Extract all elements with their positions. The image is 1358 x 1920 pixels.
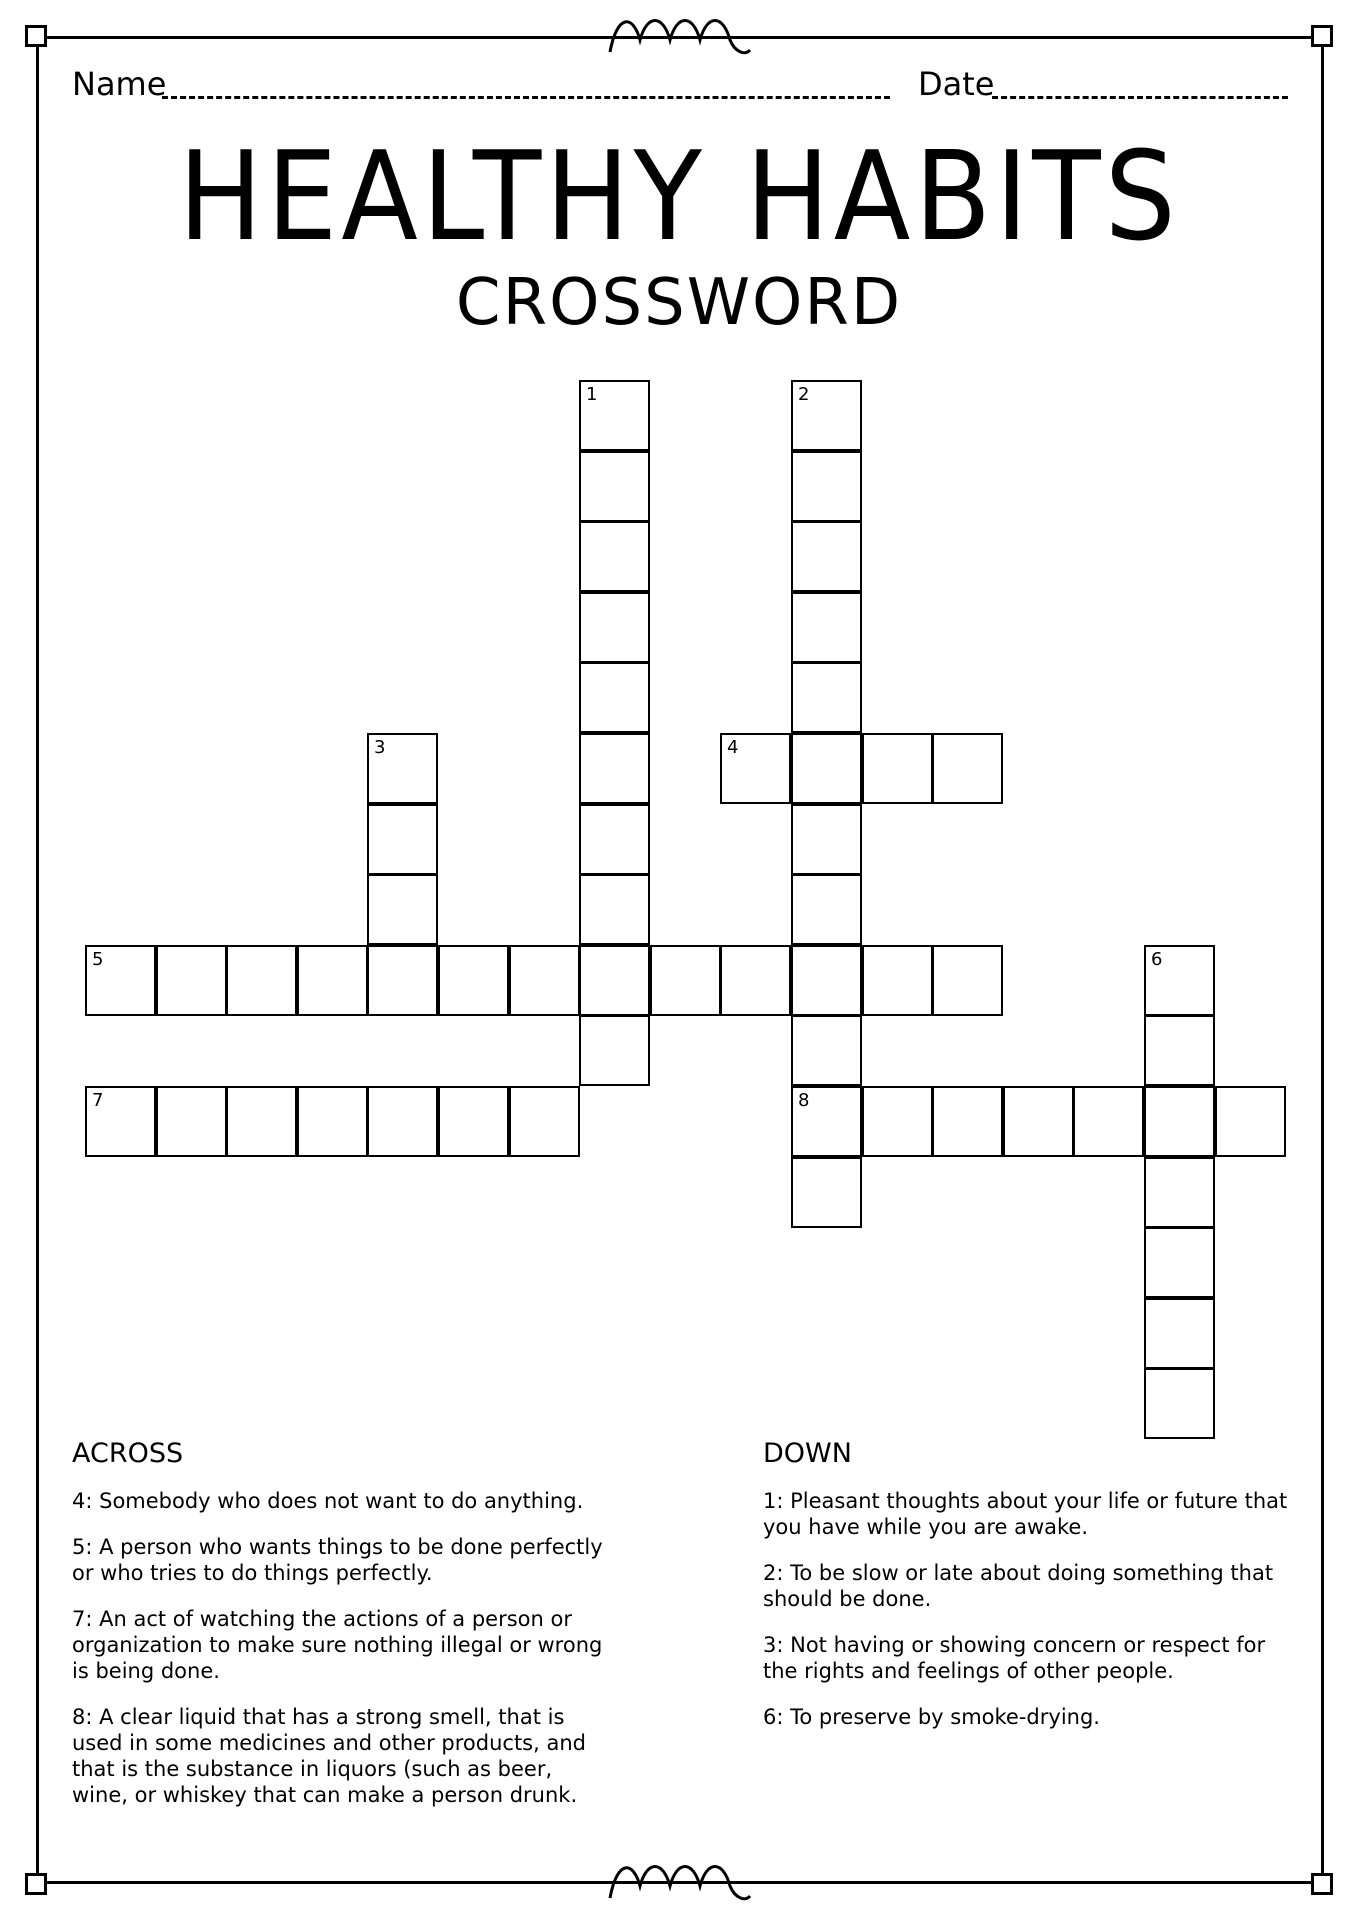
crossword-cell[interactable] [791, 874, 862, 945]
name-label: Name [72, 65, 167, 103]
crossword-cell[interactable] [579, 521, 650, 592]
clue-number: 6 [1151, 949, 1163, 970]
across-heading: ACROSS [72, 1438, 184, 1469]
crossword-cell[interactable] [579, 592, 650, 663]
crossword-cell[interactable] [791, 662, 862, 733]
crossword-cell[interactable] [509, 945, 580, 1016]
crossword-cell[interactable] [1144, 1157, 1215, 1228]
down-clues [763, 1488, 1293, 1750]
down-clue: 3: Not having or showing concern or respect for the rights and feelings of other people. [763, 1633, 1266, 1683]
crossword-cell[interactable] [791, 592, 862, 663]
down-heading: DOWN [763, 1438, 852, 1469]
crossword-cell[interactable] [1073, 1086, 1144, 1157]
crossword-cell[interactable] [579, 380, 650, 451]
crossword-cell[interactable] [862, 1086, 933, 1157]
across-clues [72, 1488, 612, 1828]
across-clue: 7: An act of watching the actions of a person or organization to make sure nothing illegal or wrong is being done. [72, 1607, 603, 1683]
crossword-cell[interactable] [85, 945, 156, 1016]
crossword-cell[interactable] [720, 945, 791, 1016]
crossword-cell[interactable] [1144, 1298, 1215, 1369]
crossword-cell[interactable] [791, 733, 862, 804]
crossword-cell[interactable] [1215, 1086, 1286, 1157]
clue-number: 2 [798, 384, 810, 405]
crossword-cell[interactable] [1003, 1086, 1074, 1157]
crossword-cell[interactable] [367, 1086, 438, 1157]
crossword-cell[interactable] [297, 1086, 368, 1157]
crossword-cell[interactable] [579, 662, 650, 733]
clue-number: 3 [374, 737, 386, 758]
crossword-cell[interactable] [932, 1086, 1003, 1157]
crossword-cell[interactable] [367, 874, 438, 945]
date-label: Date [918, 65, 995, 103]
crossword-cell[interactable] [791, 1157, 862, 1228]
across-clue: 4: Somebody who does not want to do anything. [72, 1489, 584, 1513]
crossword-cell[interactable] [297, 945, 368, 1016]
crossword-cell[interactable] [932, 733, 1003, 804]
crossword-cell[interactable] [226, 945, 297, 1016]
down-clue: 2: To be slow or late about doing something that should be done. [763, 1561, 1274, 1611]
clue-number: 8 [798, 1090, 810, 1111]
crossword-cell[interactable] [791, 1015, 862, 1086]
down-clue: 1: Pleasant thoughts about your life or future that you have while you are awake. [763, 1489, 1288, 1539]
crossword-cell[interactable] [579, 733, 650, 804]
crossword-cell[interactable] [650, 945, 721, 1016]
crossword-cell[interactable] [862, 733, 933, 804]
clue-number: 7 [92, 1090, 104, 1111]
crossword-cell[interactable] [156, 1086, 227, 1157]
crossword-cell[interactable] [579, 945, 650, 1016]
across-clue: 8: A clear liquid that has a strong smell, that is used in some medicines and other products, and that is the substance in liquors (such as beer, wine, or whiskey that can make a person drunk. [72, 1705, 586, 1807]
crossword-cell[interactable] [1144, 1227, 1215, 1298]
clue-number: 1 [586, 384, 598, 405]
crossword-cell[interactable] [367, 945, 438, 1016]
crossword-cell[interactable] [720, 733, 791, 804]
crossword-cell[interactable] [932, 945, 1003, 1016]
clue-number: 4 [727, 737, 739, 758]
across-clue: 5: A person who wants things to be done perfectly or who tries to do things perfectly. [72, 1535, 603, 1585]
crossword-cell[interactable] [1144, 1086, 1215, 1157]
crossword-cell[interactable] [438, 945, 509, 1016]
page-title: HEALTHY HABITS [178, 125, 1180, 269]
crossword-cell[interactable] [1144, 945, 1215, 1016]
crossword-cell[interactable] [791, 804, 862, 875]
crossword-cell[interactable] [1144, 1368, 1215, 1439]
crossword-cell[interactable] [438, 1086, 509, 1157]
crossword-cell[interactable] [791, 451, 862, 522]
crossword-cell[interactable] [367, 804, 438, 875]
crossword-cell[interactable] [791, 1086, 862, 1157]
crossword-cell[interactable] [85, 1086, 156, 1157]
crossword-cell[interactable] [791, 521, 862, 592]
crossword-cell[interactable] [862, 945, 933, 1016]
crossword-cell[interactable] [579, 874, 650, 945]
clue-number: 5 [92, 949, 104, 970]
crossword-cell[interactable] [1144, 1015, 1215, 1086]
crossword-cell[interactable] [226, 1086, 297, 1157]
crossword-cell[interactable] [367, 733, 438, 804]
crossword-cell[interactable] [509, 1086, 580, 1157]
down-clue: 6: To preserve by smoke-drying. [763, 1705, 1100, 1729]
crossword-cell[interactable] [579, 1015, 650, 1086]
crossword-cell[interactable] [156, 945, 227, 1016]
crossword-cell[interactable] [791, 945, 862, 1016]
crossword-cell[interactable] [579, 804, 650, 875]
crossword-cell[interactable] [791, 380, 862, 451]
page-subtitle: CROSSWORD [455, 266, 903, 340]
crossword-cell[interactable] [579, 451, 650, 522]
